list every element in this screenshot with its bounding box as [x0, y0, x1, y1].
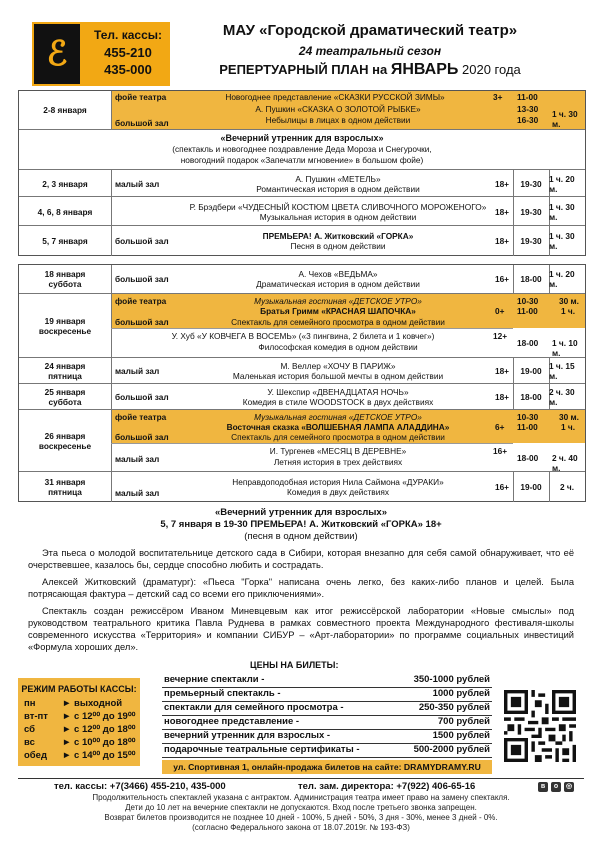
performance-sub: Песня в одном действии: [290, 241, 386, 251]
hall: большой зал: [115, 118, 169, 128]
hall: малый зал: [115, 488, 160, 498]
row-weekday: суббота: [48, 397, 82, 407]
row-date: 18 января: [44, 269, 86, 279]
kassa-day: сб: [24, 724, 36, 735]
performance-sub: Маленькая история большой мечты в одном действии: [232, 371, 444, 381]
performance-sub: Романтическая история в одном действии: [256, 183, 420, 194]
performance: Музыкальная гостиная «ДЕТСКОЕ УТРО»: [254, 296, 422, 306]
footer-note: (согласно Федерального закона от 18.07.2019г. № 193-ФЗ): [192, 823, 410, 832]
performance: ПРЕМЬЕРА! А. Житковский «ГОРКА»: [262, 231, 414, 241]
row-weekday: пятница: [48, 371, 82, 381]
price-row: [162, 673, 492, 688]
info-subtitle: (песня в одном действии): [244, 531, 358, 542]
hall: большой зал: [115, 392, 169, 402]
duration: 1 ч. 10 м.: [552, 338, 578, 358]
hall: фойе театра: [115, 92, 167, 102]
price-name: спектакли для семейного просмотра -: [164, 702, 344, 713]
schedule-table-1: [18, 90, 586, 256]
note-line: (спектакль и новогоднее поздравление Деда Мороза и Снегурочки,: [172, 144, 432, 154]
price-name: подарочные театральные сертификаты -: [164, 744, 360, 755]
performance-sub: Спектакль для семейного просмотра в одном действии: [231, 317, 445, 327]
plan-prefix: РЕПЕРТУАРНЫЙ ПЛАН на: [219, 62, 388, 77]
row-weekday: суббота: [48, 279, 82, 289]
box-office-phones: тел. кассы: +7(3466) 455-210, 435-000: [54, 781, 226, 792]
performance-cell: [185, 197, 491, 226]
hall: большой зал: [115, 236, 169, 246]
performance-sub: Философская комедия в одном действии: [258, 342, 418, 352]
price-value: 1000 рублей: [432, 688, 490, 699]
table-row: [19, 357, 585, 384]
price-value: 700 рублей: [437, 716, 490, 727]
duration: 1 ч. 30 м.: [549, 201, 575, 222]
kassa-time: ► с 12⁰⁰ до 18⁰⁰: [62, 724, 136, 735]
show-time: 19-30: [513, 226, 550, 256]
performance-cell: [185, 358, 491, 384]
table-row: [19, 169, 585, 197]
kassa-time: ► выходной: [62, 698, 123, 709]
age-rating: 18+: [491, 197, 514, 226]
kassa-row: [24, 737, 140, 750]
age-rating: 16+: [493, 446, 508, 456]
duration: 30 м.: [559, 296, 579, 306]
performance-cell: [185, 170, 491, 197]
row-date-cell: [19, 294, 112, 358]
table-row: [19, 471, 585, 502]
schedule-table-2: [18, 264, 586, 502]
performance-cell: [185, 265, 491, 293]
show-time: 11-00: [517, 92, 538, 102]
age-rating: 18+: [491, 358, 514, 384]
show-time: 11-00: [517, 422, 538, 432]
kassa-day: пн: [24, 698, 36, 709]
kassa-time: ► с 14⁰⁰ до 15⁰⁰: [62, 750, 136, 761]
hall: большой зал: [115, 317, 169, 327]
performance-sub: Летняя история в трех действиях: [273, 457, 403, 467]
age-rating: 6+: [495, 422, 505, 432]
season-label: 24 театральный сезон: [298, 44, 442, 58]
price-value: 1500 рублей: [432, 730, 490, 741]
price-row: [162, 743, 492, 758]
info-paragraph: Алексей Житковский (драматург): «Пьеса "Горка" написана очень легко, без каких-либо планов и целей. Была потрясающая фактура – детский сад со всеми его приключениями».: [28, 577, 574, 599]
price-name: премьерный спектакль -: [164, 688, 281, 699]
show-time: 18-00: [517, 338, 539, 348]
note-row: [19, 129, 585, 170]
duration: 1 ч. 15 м.: [549, 361, 575, 381]
row-date-cell: [19, 265, 112, 293]
performance-sub: Музыкальная история в одном действии: [259, 211, 417, 222]
info-paragraph: Эта пьеса о молодой воспитательнице детского сада в Сибири, которая внезапно для себя самой обнаруживает, что её очерствевшее, казалось бы, сердце способно любить и сострадать.: [28, 548, 574, 570]
row-weekday: пятница: [48, 487, 82, 497]
duration: 1 ч. 20 м.: [549, 173, 575, 194]
hall: фойе театра: [115, 296, 167, 306]
show-time: 18-00: [513, 265, 550, 293]
kassa-title: РЕЖИМ РАБОТЫ КАССЫ:: [21, 684, 137, 694]
show-time: 13-30: [517, 104, 539, 114]
hall: большой зал: [115, 274, 169, 284]
show-time: 19-30: [513, 197, 550, 226]
show-time: 16-30: [517, 115, 539, 125]
duration: 2 ч.: [559, 482, 575, 492]
note-line: новогодний подарок «Запечатли мгновение» в большом фойе): [180, 155, 424, 165]
performance-sub: Спектакль для семейного просмотра в одном действии: [231, 432, 445, 442]
price-value: 500-2000 рублей: [413, 744, 490, 755]
age-rating: 0+: [495, 306, 505, 316]
performance: Музыкальная гостиная «ДЕТСКОЕ УТРО»: [254, 412, 422, 422]
duration: 30 м.: [559, 412, 579, 422]
address-bar: ул. Спортивная 1, онлайн-продажа билетов на сайте: DRAMYDRAMY.RU: [162, 760, 492, 774]
plan-year: 2020 года: [462, 62, 521, 77]
duration: 2 ч. 40 м.: [552, 453, 578, 473]
row-date-cell: [19, 472, 112, 502]
row-date: 4, 6, 8 января: [19, 197, 112, 226]
duration: 1 ч. 30 м.: [552, 109, 578, 129]
performance-cell: [185, 384, 491, 410]
performance: У. Шекспир «ДВЕНАДЦАТАЯ НОЧЬ»: [267, 387, 409, 397]
vk-icon[interactable]: в: [538, 782, 548, 792]
duration: 2 ч. 30 м.: [549, 387, 575, 407]
hall: малый зал: [115, 366, 160, 376]
hall: малый зал: [115, 454, 160, 464]
performance: А. Пушкин «МЕТЕЛЬ»: [295, 173, 381, 184]
show-time: 11-00: [517, 306, 538, 316]
kassa-time: ► с 12⁰⁰ до 19⁰⁰: [62, 711, 136, 722]
duration: 1 ч. 30 м.: [549, 231, 575, 251]
kassa-day: обед: [24, 750, 47, 761]
table-row: [19, 409, 585, 472]
kassa-day: вс: [24, 737, 35, 748]
price-name: вечерние спектакли -: [164, 674, 265, 685]
performance: Братья Гримм «КРАСНАЯ ШАПОЧКА»: [260, 306, 416, 316]
performance: И. Тургенев «МЕСЯЦ В ДЕРЕВНЕ»: [269, 446, 407, 456]
age-rating: 16+: [491, 472, 514, 502]
price-row: [162, 715, 492, 730]
row-date: 2-8 января: [19, 91, 112, 129]
phone-number-2: 435-000: [104, 62, 152, 77]
row-date-cell: [19, 384, 112, 410]
hall: [115, 197, 185, 226]
performance: Р. Брэдбери «ЧУДЕСНЫЙ КОСТЮМ ЦВЕТА СЛИВОЧНОГО МОРОЖЕНОГО»: [189, 201, 487, 212]
performance: А. Пушкин «СКАЗКА О ЗОЛОТОЙ РЫБКЕ»: [255, 104, 421, 114]
table-row: [19, 91, 585, 129]
price-name: вечерний утренник для взрослых -: [164, 730, 331, 741]
row-weekday: воскресенье: [38, 326, 92, 336]
kassa-row: [24, 711, 140, 724]
age-rating: 18+: [491, 226, 514, 256]
hall: большой зал: [115, 432, 169, 442]
row-date: 5, 7 января: [19, 226, 112, 256]
footer-note: Продолжительность спектаклей указана с антрактом. Администрация театра имеет право на замену спектакля.: [92, 793, 510, 802]
table-row: [19, 196, 585, 226]
row-date: 26 января: [44, 431, 86, 441]
age-rating: 18+: [491, 384, 514, 410]
phone-label: Тел. кассы:: [94, 28, 162, 42]
odnoklassniki-icon[interactable]: o: [551, 782, 561, 792]
theatre-logo-icon: ℰ: [34, 24, 80, 84]
price-value: 350-1000 рублей: [413, 674, 490, 685]
row-date: 2, 3 января: [19, 170, 112, 197]
price-row: [162, 729, 492, 744]
show-time: 10-30: [517, 412, 539, 422]
footer-note: Возврат билетов производится не позднее 10 дней - 100%, 5 дней - 50%, 3 дня - 30%, менее 3 дней - 0%.: [104, 813, 498, 822]
row-date: 25 января: [44, 387, 86, 397]
duration: 1 ч.: [561, 306, 576, 316]
theatre-title: МАУ «Городской драматический театр»: [222, 22, 518, 39]
price-row: [162, 701, 492, 716]
performance-sub: Драматическая история в одном действии: [256, 279, 420, 289]
deputy-phone: тел. зам. директора: +7(922) 406-65-16: [298, 781, 476, 792]
table-row: [19, 293, 585, 358]
show-time: 10-30: [517, 296, 539, 306]
duration: 1 ч. 20 м.: [549, 269, 575, 289]
note-title: «Вечерний утренник для взрослых»: [220, 133, 384, 143]
phone-number-1: 455-210: [104, 45, 152, 60]
prices-title: ЦЕНЫ НА БИЛЕТЫ:: [250, 660, 339, 670]
info-heading: «Вечерний утренник для взрослых»: [215, 507, 387, 518]
performance: А. Чехов «ВЕДЬМА»: [298, 269, 378, 279]
table-row: [19, 265, 585, 293]
kassa-row: [24, 698, 140, 711]
show-time: 19-00: [513, 472, 550, 502]
row-date: 19 января: [44, 316, 86, 326]
instagram-icon[interactable]: ◎: [565, 783, 573, 790]
kassa-row: [24, 724, 140, 737]
performance-sub: Комедия в стиле WOODSTOCK в двух действиях: [242, 397, 434, 407]
table-row: [19, 225, 585, 256]
contacts-bar: [18, 778, 584, 791]
performance: Новогоднее представление «СКАЗКИ РУССКОЙ ЗИМЫ»: [225, 92, 445, 102]
price-value: 250-350 рублей: [418, 702, 490, 713]
qr-code-icon[interactable]: [504, 690, 576, 762]
duration: 1 ч.: [561, 422, 576, 432]
show-time: 18-00: [517, 453, 539, 463]
performance: М. Веллер «ХОЧУ В ПАРИЖ»: [280, 361, 396, 371]
row-date: 31 января: [44, 477, 86, 487]
row-date: 24 января: [44, 361, 86, 371]
performance: У. Хуб «У КОВЧЕГА В ВОСЕМЬ» («3 пингвина, 2 билета и 1 ковчег»): [171, 331, 435, 341]
table-row: [19, 383, 585, 410]
age-rating: 12+: [493, 331, 508, 341]
kassa-day: вт-пт: [24, 711, 48, 722]
plan-title: [180, 61, 560, 79]
show-time: 19-00: [513, 358, 550, 384]
age-rating: 3+: [493, 92, 503, 102]
performance: Неправдоподобная история Нила Саймона «ДУРАКИ»: [232, 477, 444, 487]
performance-cell: [185, 226, 491, 256]
performance: Восточная сказка «ВОЛШЕБНАЯ ЛАМПА АЛАДДИНА»: [226, 422, 450, 432]
price-name: новогоднее представление -: [164, 716, 300, 727]
row-weekday: воскресенье: [38, 441, 92, 451]
info-paragraph: Спектакль создан режиссёром Иваном Миневцевым как итог режиссёрской лаборатории «Новые смыслы» под руководством театрального критика Павла Руднева в рамках совместного проекта Международного фестиваля-школы современного искусства «Территория» и компании СИБУР – «Арт-лаборатории» по программе социальных инвестиций «Формула хороших дел».: [28, 606, 574, 652]
kassa-row: [24, 750, 140, 763]
kassa-time: ► с 10⁰⁰ до 18⁰⁰: [62, 737, 136, 748]
footer-note: Дети до 10 лет на вечерние спектакли не допускаются. Вход после третьего звонка запрещен.: [125, 803, 477, 812]
row-date-cell: [19, 410, 112, 472]
age-rating: 16+: [491, 265, 514, 293]
show-time: 19-30: [513, 170, 550, 197]
age-rating: 18+: [491, 170, 514, 197]
performance-sub: Комедия в двух действиях: [287, 487, 389, 497]
hall: фойе театра: [115, 412, 167, 422]
show-time: 18-00: [513, 384, 550, 410]
info-premiere: 5, 7 января в 19-30 ПРЕМЬЕРА! А. Житковский «ГОРКА» 18+: [160, 519, 442, 530]
performance-cell: [185, 472, 491, 502]
row-date-cell: [19, 358, 112, 384]
plan-month: ЯНВАРЬ: [390, 61, 459, 78]
performance-sub: Небылицы в лицах в одном действии: [265, 115, 411, 125]
price-row: [162, 687, 492, 702]
hall: малый зал: [115, 178, 160, 189]
